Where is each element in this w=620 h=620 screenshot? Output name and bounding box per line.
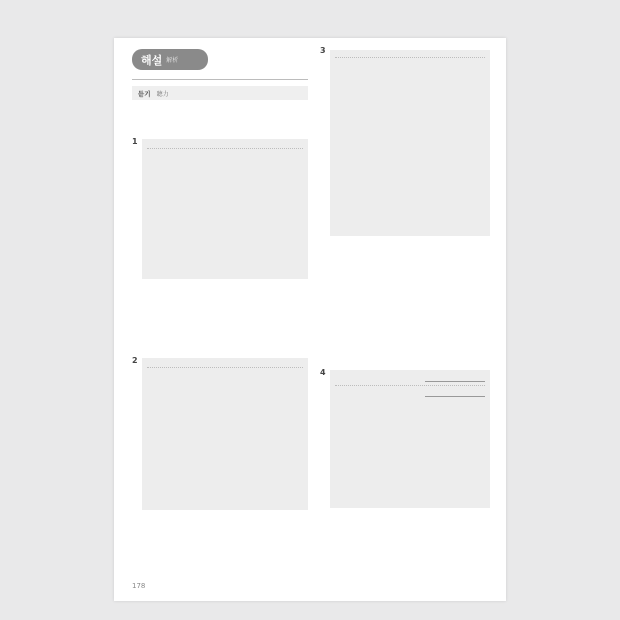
dialogue-divider (335, 385, 485, 386)
q1-dialogue (142, 139, 308, 279)
dialogue-divider (335, 57, 485, 58)
chinese-line (346, 391, 425, 397)
question-number-2: 2 (132, 356, 138, 365)
section-label: 듣기 (138, 89, 151, 98)
dialogue-divider (147, 367, 303, 368)
banner-title: 해설 (141, 53, 163, 67)
dialogue-divider (147, 148, 303, 149)
q3-passage (330, 50, 490, 236)
section-bar (132, 86, 308, 100)
question-number-3: 3 (320, 46, 326, 55)
speaker (335, 391, 346, 397)
answer-blank (425, 391, 485, 397)
page-number: 178 (132, 582, 146, 590)
book-page (114, 38, 506, 601)
korean-line (346, 376, 425, 382)
q4-dialogue (330, 370, 490, 508)
section-sublabel: 聽力 (156, 90, 169, 98)
banner-rule (132, 79, 308, 80)
answer-blank (425, 376, 485, 382)
speaker (335, 376, 346, 382)
dialogue-line (335, 391, 485, 397)
banner-subtitle: 解析 (166, 57, 179, 64)
question-number-4: 4 (320, 368, 326, 377)
dialogue-line (335, 376, 485, 382)
section-banner (132, 49, 208, 70)
question-number-1: 1 (132, 137, 138, 146)
q2-dialogue (142, 358, 308, 510)
